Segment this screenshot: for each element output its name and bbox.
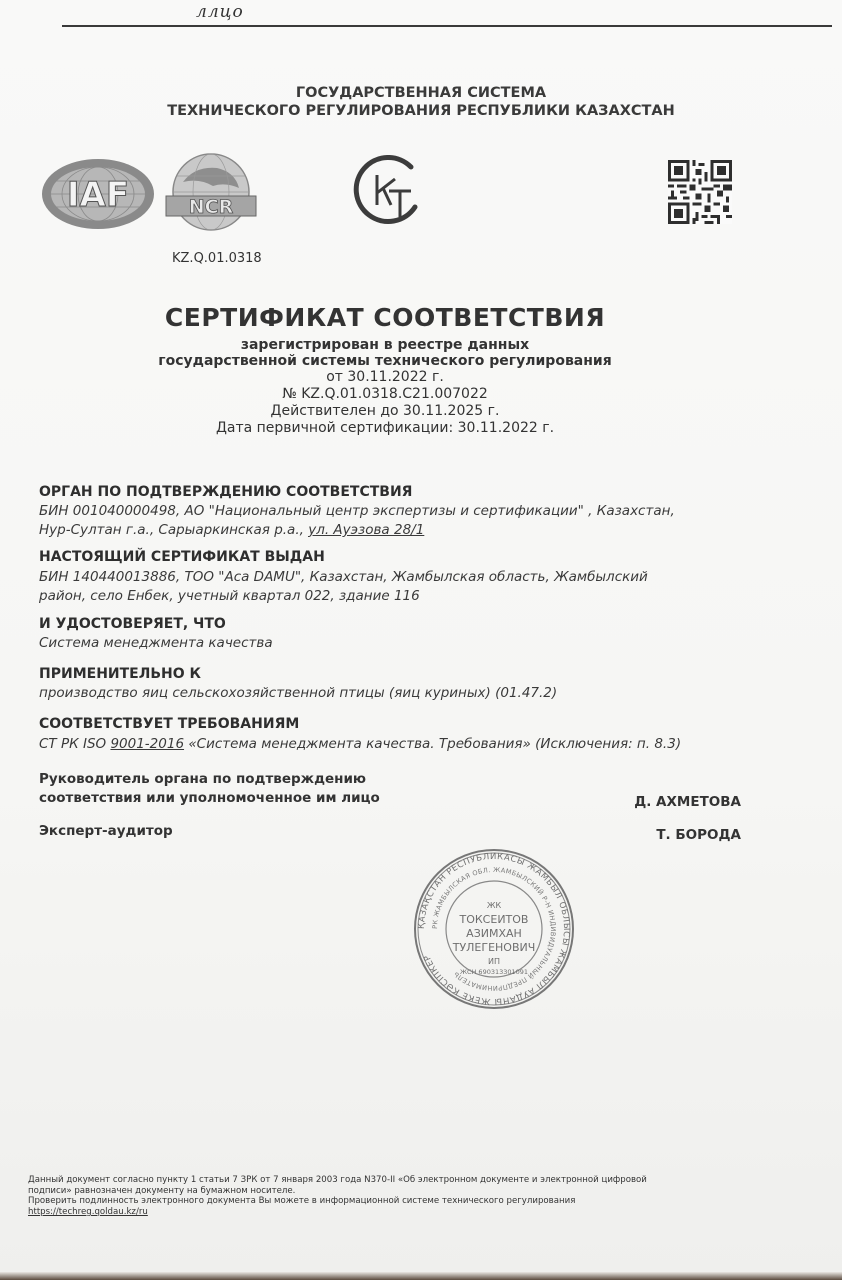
standard-number: 9001-2016 [110,736,185,752]
legal-footer [28,1175,748,1218]
header-line-2: ТЕХНИЧЕСКОГО РЕГУЛИРОВАНИЯ РЕСПУБЛИКИ КАЗАХСТАН [167,103,675,119]
certification-body-heading: ОРГАН ПО ПОДТВЕРЖДЕНИЮ СООТВЕТСТВИЯ [39,484,413,500]
header-line-1: ГОСУДАРСТВЕННАЯ СИСТЕМА [295,85,547,101]
head-signatory-label [39,770,380,808]
issued-to-line-2: район, село Енбек, учетный квартал 022, здание 116 [39,588,420,604]
certification-body-city: Нур-Султан г.а., Сарыаркинская р.а., [39,522,309,538]
applicable-heading: ПРИМЕНИТЕЛЬНО К [39,666,201,682]
standard-prefix: СТ РК ISO [39,736,111,752]
seal-center-1: ЖК [486,901,502,910]
kt-conformity-logo [353,155,425,227]
ncr-logo [165,152,257,236]
applicable-text: производство яиц сельскохозяйственной птицы (яиц куриных) (01.47.2) [39,685,558,701]
issuing-system-header [0,84,842,120]
head-signatory-label-line-2: соответствия или уполномоченное им лицо [39,790,380,806]
issued-to-heading: НАСТОЯЩИЙ СЕРТИФИКАТ ВЫДАН [39,549,325,565]
certification-body-text [39,502,779,540]
issued-to-line-1: БИН 140440013886, ТОО "Aca DAMU", Казахстан, Жамбылская область, Жамбылский [39,569,648,585]
seal-center-3: АЗИМХАН [466,927,522,940]
iaf-logo-text: IAF [66,175,130,215]
certifies-text: Система менеджмента качества [39,635,273,651]
certificate-date: от 30.11.2022 г. [326,369,444,385]
top-rule [62,25,832,27]
seal-center-4: ТУЛЕГЕНОВИЧ [452,941,536,954]
head-signatory-name: Д. АХМЕТОВА [634,794,741,810]
seal-outer-text: ҚАЗАҚСТАН РЕСПУБЛИКАСЫ ЖАМБЫЛ ОБЛЫСЫ ЖАМБЫЛ АУДАНЫ ЖЕКЕ КӘСІПКЕР [416,851,572,1007]
head-signatory-label-line-1: Руководитель органа по подтверждению [39,771,367,787]
first-certification-date: Дата первичной сертификации: 30.11.2022 г. [215,420,555,436]
auditor-name: Т. БОРОДА [656,827,741,843]
auditor-label: Эксперт-аудитор [39,823,173,839]
certification-body-line-2 [39,521,779,540]
verification-link[interactable]: https://techreg.qoldau.kz/ru [28,1207,148,1218]
valid-until: Действителен до 30.11.2025 г. [270,403,500,419]
certificate-number: № KZ.Q.01.0318.C21.007022 [282,386,488,402]
footer-line-1: Данный документ согласно пункту 1 статьи 7 ЗРК от 7 января 2003 года N370-II «Об электронном документе и электронной цифровой [28,1175,647,1185]
paper-bottom-edge [0,1272,842,1280]
ncr-logo-text: NCR [188,196,234,218]
seal-iin: ЖСН 690313301091 [459,968,529,976]
handwritten-annotation: ллцо [196,2,244,22]
certifies-heading: И УДОСТОВЕРЯЕТ, ЧТО [39,616,226,632]
accreditation-number: KZ.Q.01.0318 [172,251,262,266]
iaf-logo [40,157,156,231]
certification-body-line-1: БИН 001040000498, АО "Национальный центр экспертизы и сертификации" , Казахстан, [39,503,675,519]
qr-code-icon [668,160,732,224]
seal-center-2: ТОКСЕИТОВ [459,913,529,926]
certification-body-street: ул. Ауэзова 28/1 [308,522,425,538]
seal-center-5: ИП [488,957,500,966]
footer-line-3: Проверить подлинность электронного документа Вы можете в информационной системе технического регулирования [28,1196,576,1207]
certificate-title: СЕРТИФИКАТ СООТВЕТСТВИЯ [164,303,606,332]
footer-line-2: подписи» равнозначен документу на бумажном носителе. [28,1185,296,1196]
seal-inner-text: РК ЖАМБЫЛСКАЯ ОБЛ. ЖАМБЫЛСКИЙ Р-Н ИНДИВИДУАЛЬНЫЙ ПРЕДПРИНИМАТЕЛЬ [430,865,558,993]
requirements-heading: СООТВЕТСТВУЕТ ТРЕБОВАНИЯМ [39,716,300,732]
requirements-text [39,735,779,754]
registered-line-2: государственной системы технического регулирования [158,353,612,369]
registered-line-1: зарегистрирован в реестре данных [240,337,530,353]
issued-to-text [39,568,779,606]
standard-title: «Система менеджмента качества. Требования» (Исключения: п. 8.3) [184,736,682,752]
company-seal [404,846,584,1012]
